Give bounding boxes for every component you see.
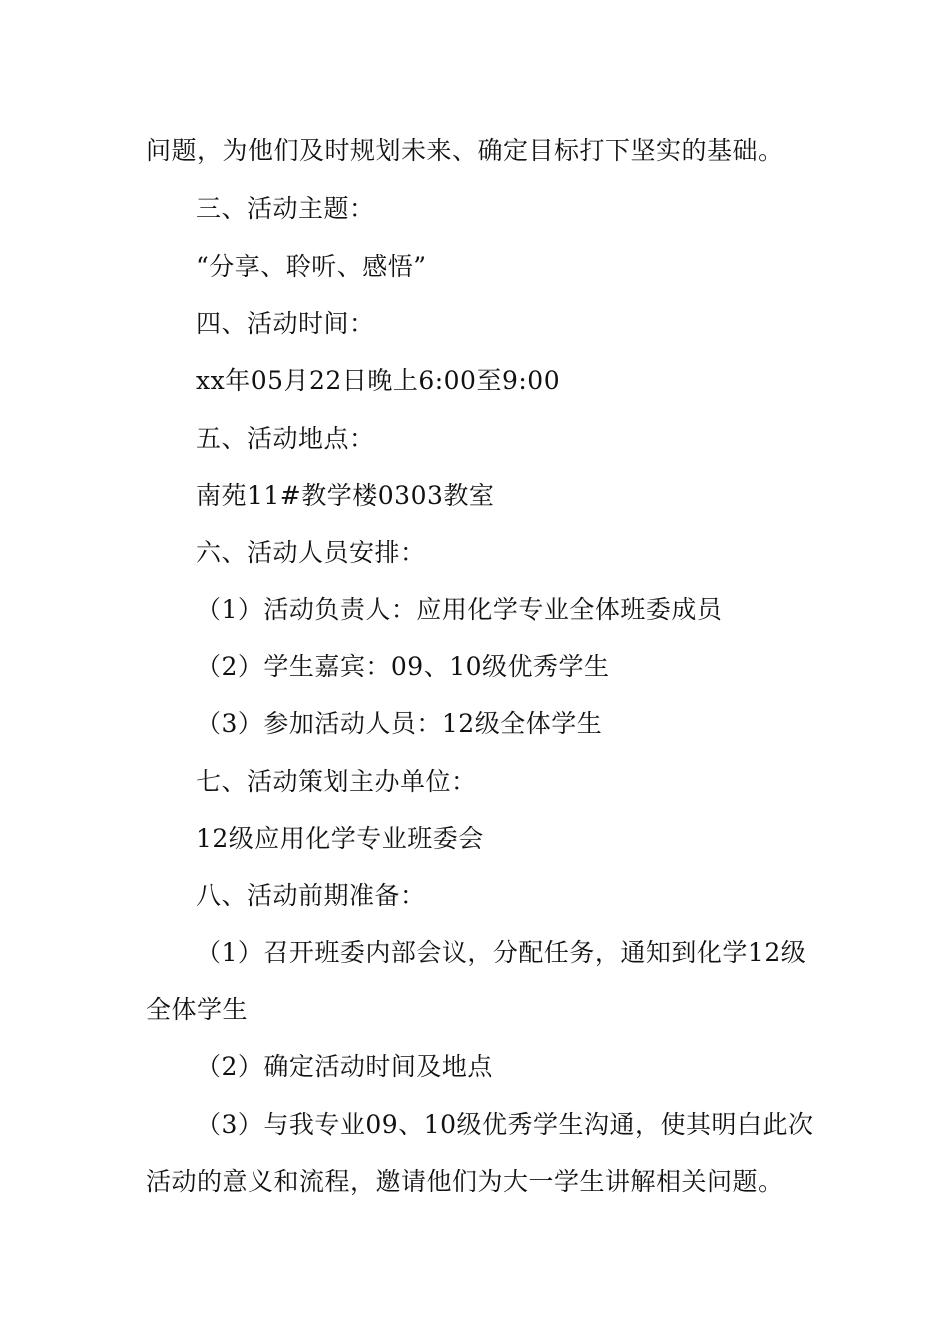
- preparation-item-3-line-2: 活动的意义和流程，邀请他们为大一学生讲解相关问题。: [146, 1167, 784, 1196]
- organizer-text: 12级应用化学专业班委会: [196, 824, 484, 853]
- theme-text: “分享、聆听、感悟”: [196, 252, 427, 281]
- preparation-item-2: （2）确定活动时间及地点: [196, 1052, 493, 1081]
- paragraph-continuation-line: 问题，为他们及时规划未来、确定目标打下坚实的基础。: [146, 136, 784, 165]
- section-heading-location: 五、活动地点：: [196, 424, 375, 453]
- time-text: xx年05月22日晚上6:00至9:00: [196, 366, 561, 395]
- preparation-item-1-line-1: （1）召开班委内部会议，分配任务，通知到化学12级: [196, 938, 807, 967]
- section-heading-theme: 三、活动主题：: [196, 194, 375, 223]
- section-heading-preparation: 八、活动前期准备：: [196, 881, 426, 910]
- section-heading-time: 四、活动时间：: [196, 309, 375, 338]
- preparation-item-3-line-1: （3）与我专业09、10级优秀学生沟通，使其明白此次: [196, 1110, 814, 1139]
- location-text: 南苑11#教学楼0303教室: [196, 481, 495, 510]
- personnel-item-1: （1）活动负责人：应用化学专业全体班委成员: [196, 595, 723, 624]
- personnel-item-3: （3）参加活动人员：12级全体学生: [196, 709, 603, 738]
- section-heading-personnel: 六、活动人员安排：: [196, 538, 426, 567]
- preparation-item-1-line-2: 全体学生: [146, 995, 249, 1024]
- personnel-item-2: （2）学生嘉宾：09、10级优秀学生: [196, 652, 610, 681]
- section-heading-organizer: 七、活动策划主办单位：: [196, 767, 477, 796]
